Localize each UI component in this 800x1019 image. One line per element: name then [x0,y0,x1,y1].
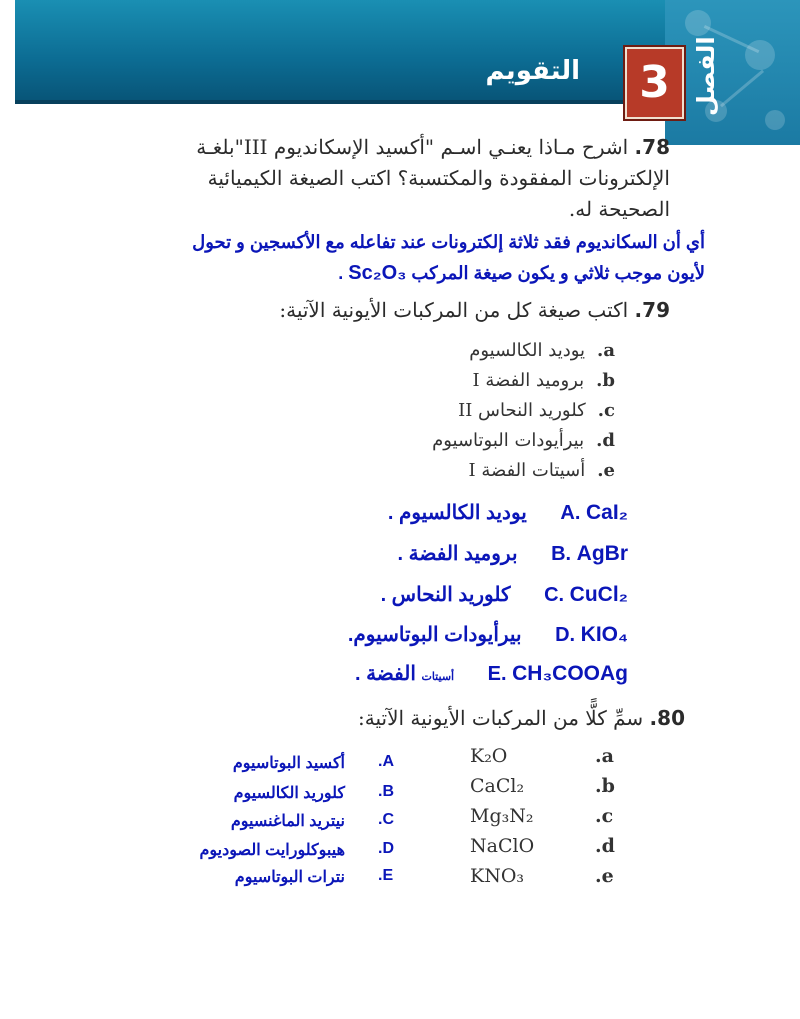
q80-prompt-line [358,706,685,730]
q80-item-letter: .b [595,775,615,797]
q78-line1 [196,135,670,159]
q79-answer-name: الفضة . [354,663,416,685]
header-decoration [665,0,800,145]
q80-answer-letter: D. [378,840,395,857]
q79-answer-formula: CH₃COOAg [512,662,628,685]
q80-answer-name: نترات البوتاسيوم [234,869,345,886]
q79-item [473,370,615,391]
q80-item [470,775,524,797]
q80-number: 80. [649,706,685,730]
q80-answer-letter: C. [378,811,395,828]
q79-item [432,430,615,451]
page-title: التقويم [485,56,580,86]
q79-item-text: كلوريد النحاس II [458,400,586,421]
chapter-label: الفصل [692,36,720,116]
q79-number: 79. [634,298,670,322]
q80-item-letter: .e [595,865,614,887]
q79-item-letter: b. [596,370,615,391]
q79-answer-letter: A. [560,502,581,524]
header-bar [15,0,665,104]
q79-answer-letter: C. [544,584,565,606]
q79-answer-letter: E. [487,663,507,685]
q79-answer-formula: KIO₄ [580,623,628,646]
q79-answer-name: يوديد الكالسيوم . [387,502,527,524]
q78-answer-text: لأيون موجب ثلاثي و يكون صيغة المركب [411,263,705,283]
q80-item-letter: .d [595,835,615,857]
q79-answer-letter: B. [551,543,572,565]
q79-answer-name: بروميد الفضة . [397,543,518,565]
q79-answer-formula: AgBr [576,542,628,565]
q79-item-text: أسيتات الفضة I [468,460,586,481]
q79-item-text: يوديد الكالسيوم [469,340,586,361]
q80-answer-letter: B. [378,783,395,800]
q80-item [470,865,524,887]
q79-answer [398,541,628,566]
q79-answer-formula: CuCl₂ [569,583,628,606]
q79-item-letter: a. [597,340,615,361]
q78-text-1: اشرح مـاذا يعنـي اسـم "أكسيد الإسكانديوم III"بلغـة [196,135,629,159]
q80-prompt: سمِّ كلًّا من المركبات الأيونية الآتية: [358,706,644,730]
q80-item [470,835,534,857]
q80-answer-name: أكسيد البوتاسيوم [232,755,345,772]
q79-answer [355,661,628,686]
q79-item [468,460,615,481]
q78-answer-line1: أي أن السكانديوم فقد ثلاثة إلكترونات عند تفاعله مع الأكسجين و تحول [192,232,705,252]
q80-answer-letter: A. [378,753,395,770]
q79-answer-name: بيرأيودات البوتاسيوم. [347,624,522,646]
q79-item-letter: e. [597,460,615,481]
q78-answer-end: . [338,263,344,283]
q80-answer-name: كلوريد الكالسيوم [233,785,345,802]
q80-item-letter: .a [595,745,614,767]
q80-item-formula: CaCl₂ [470,775,525,797]
q80-item [470,805,533,827]
q79-item [469,340,615,361]
q79-answer-name-small: أسيتات [421,671,455,683]
q79-item-text: بروميد الفضة I [472,370,585,391]
q80-answer-name: نيتريد الماغنسيوم [230,813,345,830]
q80-item-formula: NaClO [470,835,535,857]
q78-text-2: الإلكترونات المفقودة والمكتسبة؟ اكتب الصيغة الكيميائية [207,166,670,190]
q79-item [458,400,615,421]
q79-answer-formula: CaI₂ [585,501,628,524]
q79-item-text: بيرأيودات البوتاسيوم [432,430,585,451]
q79-answer-name: كلوريد النحاس . [380,584,511,606]
chapter-number: 3 [639,57,670,108]
q78-number: 78. [634,135,670,159]
q78-text-3: الصحيحة له. [568,197,670,221]
q80-answer-letter: E. [378,867,394,884]
q78-answer-line2 [338,262,705,285]
chapter-badge [625,47,684,119]
q80-item-formula: Mg₃N₂ [470,805,534,827]
q79-item-letter: c. [597,400,615,421]
q78-answer-formula: Sc₂O₃ [348,262,407,284]
q79-answer [348,622,628,647]
q79-prompt-line [279,298,670,322]
q80-item [470,745,507,767]
q80-answer-name: هيبوكلورايت الصوديوم [199,842,345,859]
q79-answer [388,500,628,525]
q80-item-letter: .c [595,805,614,827]
q79-answer [381,582,628,607]
q79-prompt: اكتب صيغة كل من المركبات الأيونية الآتية: [279,298,629,322]
q79-item-letter: d. [596,430,615,451]
q80-item-formula: KNO₃ [470,865,525,887]
q80-item-formula: K₂O [470,745,508,767]
q79-answer-letter: D. [555,624,576,646]
